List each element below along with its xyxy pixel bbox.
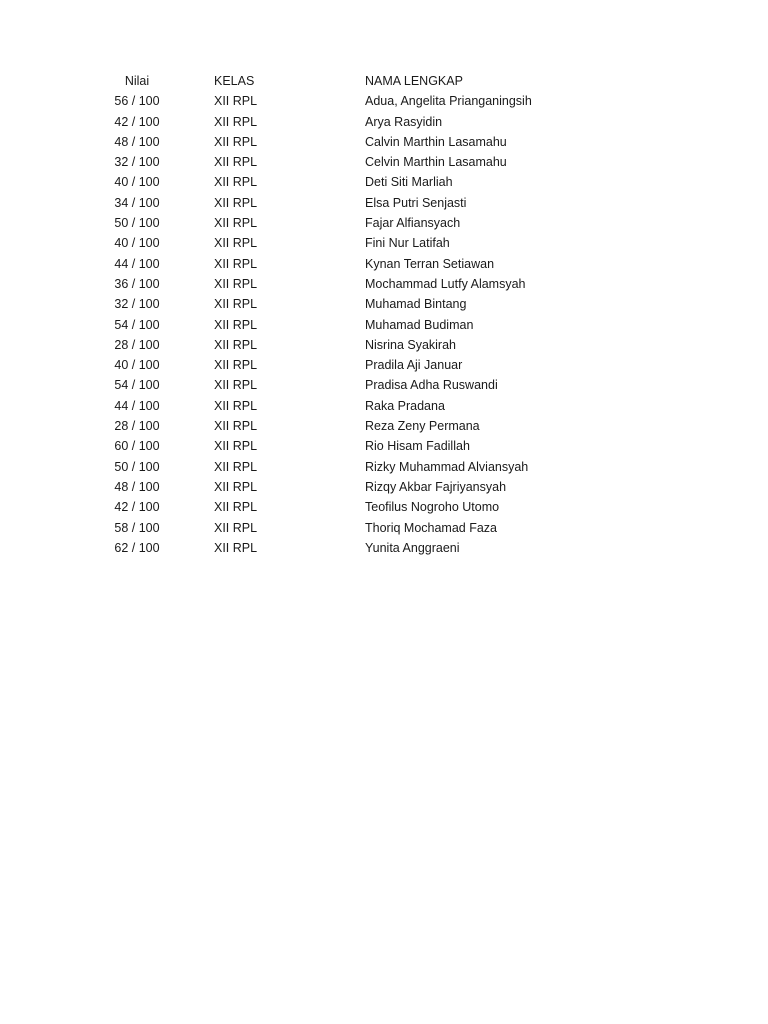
cell-nama-lengkap: Rizqy Akbar Fajriyansyah: [365, 479, 507, 494]
table-row: [0, 233, 768, 253]
cell-nama-lengkap: Arya Rasyidin: [365, 114, 443, 129]
table-row: [0, 477, 768, 497]
cell-nilai: 42 / 100: [114, 500, 160, 515]
table-row: [0, 335, 768, 355]
cell-nilai: 48 / 100: [114, 479, 160, 494]
cell-nama-lengkap: Calvin Marthin Lasamahu: [365, 134, 507, 149]
cell-nilai: 28 / 100: [114, 419, 160, 434]
cell-kelas: XII RPL: [214, 479, 258, 494]
cell-kelas: XII RPL: [214, 358, 258, 373]
table-row: [0, 375, 768, 395]
cell-nama-lengkap: Deti Siti Marliah: [365, 175, 453, 190]
cell-nilai: 44 / 100: [114, 256, 160, 271]
cell-kelas: XII RPL: [214, 114, 258, 129]
table-row: [0, 396, 768, 416]
cell-nilai: 54 / 100: [114, 317, 160, 332]
table-row: [0, 457, 768, 477]
cell-kelas: XII RPL: [214, 256, 258, 271]
score-table: [0, 71, 768, 558]
cell-nama-lengkap: Yunita Anggraeni: [365, 540, 460, 555]
cell-nama-lengkap: Thoriq Mochamad Faza: [365, 520, 498, 535]
table-row: [0, 518, 768, 538]
cell-nilai: 60 / 100: [114, 439, 160, 454]
cell-nilai: 48 / 100: [114, 134, 160, 149]
cell-nama-lengkap: Fajar Alfiansyach: [365, 216, 461, 231]
cell-kelas: XII RPL: [214, 419, 258, 434]
cell-kelas: XII RPL: [214, 337, 258, 352]
cell-nama-lengkap: Mochammad Lutfy Alamsyah: [365, 276, 526, 291]
cell-kelas: XII RPL: [214, 195, 258, 210]
cell-nama-lengkap: Teofilus Nogroho Utomo: [365, 500, 500, 515]
cell-nilai: 28 / 100: [114, 337, 160, 352]
cell-nilai: 32 / 100: [114, 297, 160, 312]
cell-kelas: XII RPL: [214, 378, 258, 393]
cell-nilai: 44 / 100: [114, 398, 160, 413]
cell-nama-lengkap: Fini Nur Latifah: [365, 236, 450, 251]
cell-nama-lengkap: Kynan Terran Setiawan: [365, 256, 495, 271]
table-body: [0, 91, 768, 558]
cell-nilai: 58 / 100: [114, 520, 160, 535]
cell-nama-lengkap: Pradila Aji Januar: [365, 358, 463, 373]
cell-kelas: XII RPL: [214, 155, 258, 170]
table-row: [0, 112, 768, 132]
cell-nilai: 50 / 100: [114, 216, 160, 231]
cell-nilai: 50 / 100: [114, 459, 160, 474]
cell-nama-lengkap: Nisrina Syakirah: [365, 337, 457, 352]
cell-kelas: XII RPL: [214, 500, 258, 515]
cell-nilai: 40 / 100: [114, 236, 160, 251]
header-nama-lengkap: NAMA LENGKAP: [365, 74, 463, 88]
cell-nilai: 34 / 100: [114, 195, 160, 210]
cell-kelas: XII RPL: [214, 276, 258, 291]
cell-nilai: 54 / 100: [114, 378, 160, 393]
cell-kelas: XII RPL: [214, 398, 258, 413]
cell-nilai: 32 / 100: [114, 155, 160, 170]
table-row: [0, 152, 768, 172]
table-row: [0, 91, 768, 111]
cell-nilai: 40 / 100: [114, 358, 160, 373]
table-row: [0, 538, 768, 558]
cell-nama-lengkap: Celvin Marthin Lasamahu: [365, 155, 507, 170]
table-row: [0, 132, 768, 152]
cell-kelas: XII RPL: [214, 439, 258, 454]
cell-kelas: XII RPL: [214, 236, 258, 251]
cell-nilai: 36 / 100: [114, 276, 160, 291]
table-row: [0, 193, 768, 213]
table-row: [0, 355, 768, 375]
table-row: [0, 416, 768, 436]
cell-nilai: 40 / 100: [114, 175, 160, 190]
table-row: [0, 436, 768, 456]
table-row: [0, 172, 768, 192]
cell-kelas: XII RPL: [214, 134, 258, 149]
header-kelas: KELAS: [214, 74, 255, 88]
cell-nilai: 62 / 100: [114, 540, 160, 555]
cell-nama-lengkap: Adua, Angelita Prianganingsih: [365, 94, 532, 109]
table-row: [0, 213, 768, 233]
table-header-row: [0, 71, 768, 91]
cell-kelas: XII RPL: [214, 520, 258, 535]
table-row: [0, 497, 768, 517]
cell-kelas: XII RPL: [214, 297, 258, 312]
cell-kelas: XII RPL: [214, 540, 258, 555]
cell-nama-lengkap: Muhamad Bintang: [365, 297, 467, 312]
cell-nama-lengkap: Rio Hisam Fadillah: [365, 439, 470, 454]
cell-kelas: XII RPL: [214, 94, 258, 109]
cell-kelas: XII RPL: [214, 459, 258, 474]
cell-nilai: 56 / 100: [114, 94, 160, 109]
cell-nama-lengkap: Elsa Putri Senjasti: [365, 195, 467, 210]
table-row: [0, 315, 768, 335]
cell-nilai: 42 / 100: [114, 114, 160, 129]
table-row: [0, 274, 768, 294]
cell-nama-lengkap: Raka Pradana: [365, 398, 445, 413]
table-row: [0, 294, 768, 314]
cell-nama-lengkap: Reza Zeny Permana: [365, 419, 480, 434]
header-nilai: Nilai: [124, 74, 150, 88]
cell-nama-lengkap: Muhamad Budiman: [365, 317, 474, 332]
cell-kelas: XII RPL: [214, 216, 258, 231]
table-row: [0, 254, 768, 274]
cell-kelas: XII RPL: [214, 175, 258, 190]
cell-nama-lengkap: Pradisa Adha Ruswandi: [365, 378, 498, 393]
cell-nama-lengkap: Rizky Muhammad Alviansyah: [365, 459, 529, 474]
cell-kelas: XII RPL: [214, 317, 258, 332]
